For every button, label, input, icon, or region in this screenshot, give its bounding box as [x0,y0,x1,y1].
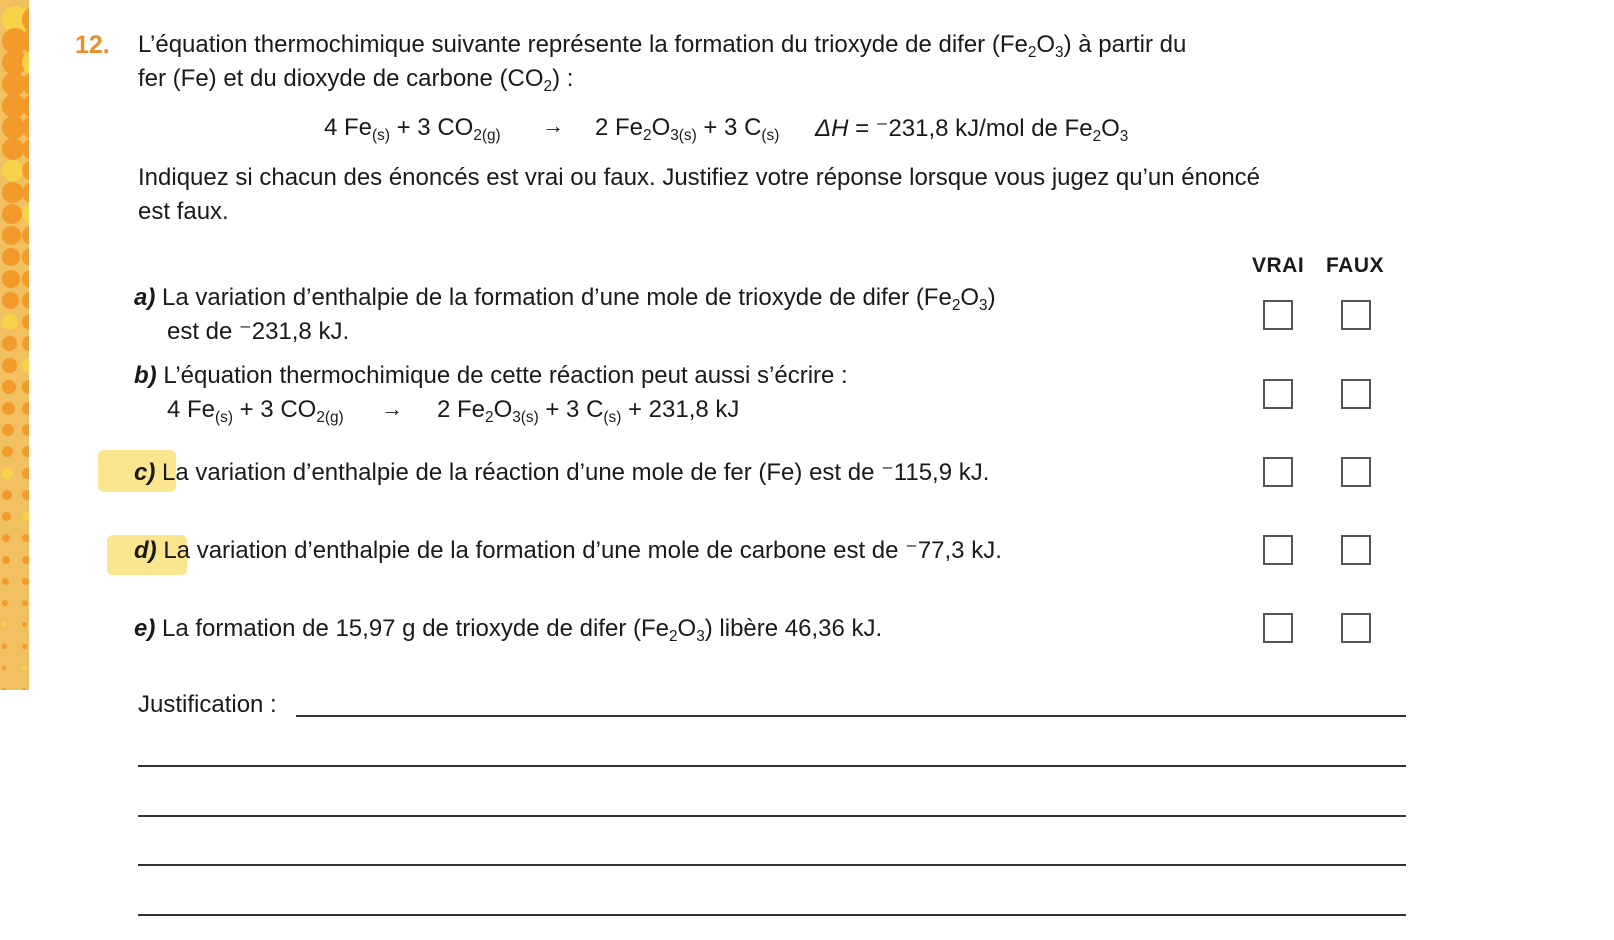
halftone-dot [22,358,29,373]
halftone-dot [2,600,8,606]
justification-line-3[interactable] [138,815,1406,817]
statement-e-letter: e) [134,615,156,642]
halftone-dot [22,644,27,649]
statement-e: e) La formation de 15,97 g de trioxyde de difer $(Fe_2O_3)$ libère 46,36 kJ. [134,615,883,645]
halftone-dot [2,270,20,288]
decorative-sidebar [0,0,29,690]
statement-e-false-checkbox[interactable] [1341,613,1371,643]
statement-a-false-checkbox[interactable] [1341,300,1371,330]
justification-line-5[interactable] [138,914,1406,916]
halftone-dot [2,138,24,160]
halftone-dot [2,490,12,500]
halftone-dot [2,402,15,415]
justification-label: Justification : [138,691,277,718]
question-intro-line1: L’équation thermochimique suivante représente la formation du trioxyde de difer $(Fe_2O_3)$ à partir du [138,31,1187,61]
halftone-dot [2,468,13,479]
halftone-dot [2,446,13,457]
statement-c-true-checkbox[interactable] [1263,457,1293,487]
halftone-dot [2,380,16,394]
reaction-arrow-icon: → [542,113,564,138]
statement-c-letter: c) [134,459,156,486]
halftone-dot [2,358,17,373]
statement-a-letter: a) [134,284,156,311]
halftone-dot [2,314,18,330]
question-number: 12. [75,31,110,59]
halftone-dot [22,666,26,670]
halftone-dot [2,424,14,436]
statement-b-false-checkbox[interactable] [1341,379,1371,409]
halftone-dot [22,622,27,627]
halftone-dot [22,248,29,266]
halftone-dot [2,534,10,542]
statement-b-eq-products: 2 $Fe_2O_{3(s)} + 3$ $C_{(s)} + 231,8$ kJ [437,396,740,426]
statement-e-true-checkbox[interactable] [1263,613,1293,643]
halftone-dot [2,578,9,585]
halftone-dot [2,622,7,627]
halftone-dot [22,688,26,690]
halftone-dot [2,688,6,690]
statement-b-arrow-icon: → [381,396,403,421]
justification-line-4[interactable] [138,864,1406,866]
halftone-dot [22,204,29,224]
halftone-dot [22,512,29,521]
halftone-dot [2,336,17,351]
halftone-dot [22,292,29,309]
halftone-dot [22,182,29,203]
halftone-dot [22,534,29,542]
halftone-dot [2,292,19,309]
statement-b-line1: b) L’équation thermochimique de cette réaction peut aussi s’écrire : [134,362,848,389]
statement-b-true-checkbox[interactable] [1263,379,1293,409]
justification-line-1[interactable] [296,715,1406,717]
halftone-dot [2,556,10,564]
halftone-dot [22,270,29,288]
halftone-dot [22,446,29,457]
halftone-dot [22,556,29,564]
halftone-dot [22,468,29,479]
equation-reactants: 4 $Fe_{(s)} + 3$ $CO_{2(g)}$ [324,114,501,144]
halftone-dot [2,204,22,224]
halftone-dot [22,490,29,500]
instructions-line1: Indiquez si chacun des énoncés est vrai ou faux. Justifiez votre réponse lorsque vous jugez qu’un énoncé [138,164,1261,191]
statement-a-true-checkbox[interactable] [1263,300,1293,330]
halftone-dot [22,336,29,351]
statement-c: c) La variation d’enthalpie de la réaction d’une mole de fer (Fe) est de ⁻115,9 kJ. [134,459,990,486]
statement-d-false-checkbox[interactable] [1341,535,1371,565]
halftone-dot [22,138,29,160]
halftone-dot [2,644,7,649]
statement-d: d) La variation d’enthalpie de la formation d’une mole de carbone est de ⁻77,3 kJ. [134,537,1002,564]
statement-a-line1: a) La variation d’enthalpie de la formation d’une mole de trioxyde de difer $(Fe_2O_3)$ [134,284,996,314]
halftone-dot [22,600,28,606]
column-header-true: VRAI [1252,254,1305,277]
halftone-dot [22,578,29,585]
halftone-dot [2,248,20,266]
statement-c-false-checkbox[interactable] [1341,457,1371,487]
halftone-dot [22,402,29,415]
halftone-dot [22,314,29,330]
halftone-dot [2,182,23,203]
equation-products: 2 $Fe_2O_{3(s)} + 3$ $C_{(s)}$ [595,114,780,144]
equation-enthalpy: ΔH = ⁻231,8 kJ/mol de $Fe_2O_3$ [815,115,1129,145]
instructions-line2: est faux. [138,198,229,225]
justification-line-2[interactable] [138,765,1406,767]
halftone-dot [22,160,29,181]
statement-d-letter: d) [134,537,157,564]
halftone-dot [2,666,6,670]
halftone-dot [22,424,29,436]
statement-d-true-checkbox[interactable] [1263,535,1293,565]
statement-b-eq-reactants: 4 $Fe_{(s)} + 3$ $CO_{2(g)}$ [167,396,344,426]
halftone-dot [2,226,21,245]
statement-a-line2: est de ⁻231,8 kJ. [167,318,350,345]
halftone-dot [2,512,11,521]
halftone-dot [22,226,29,245]
halftone-dot [2,160,23,181]
halftone-dot [22,116,29,139]
question-intro-line2: fer (Fe) et du dioxyde de carbone $(CO_2)$ : [138,65,574,95]
column-header-false: FAUX [1326,254,1385,277]
halftone-dot [22,380,29,394]
statement-b-letter: b) [134,362,157,389]
